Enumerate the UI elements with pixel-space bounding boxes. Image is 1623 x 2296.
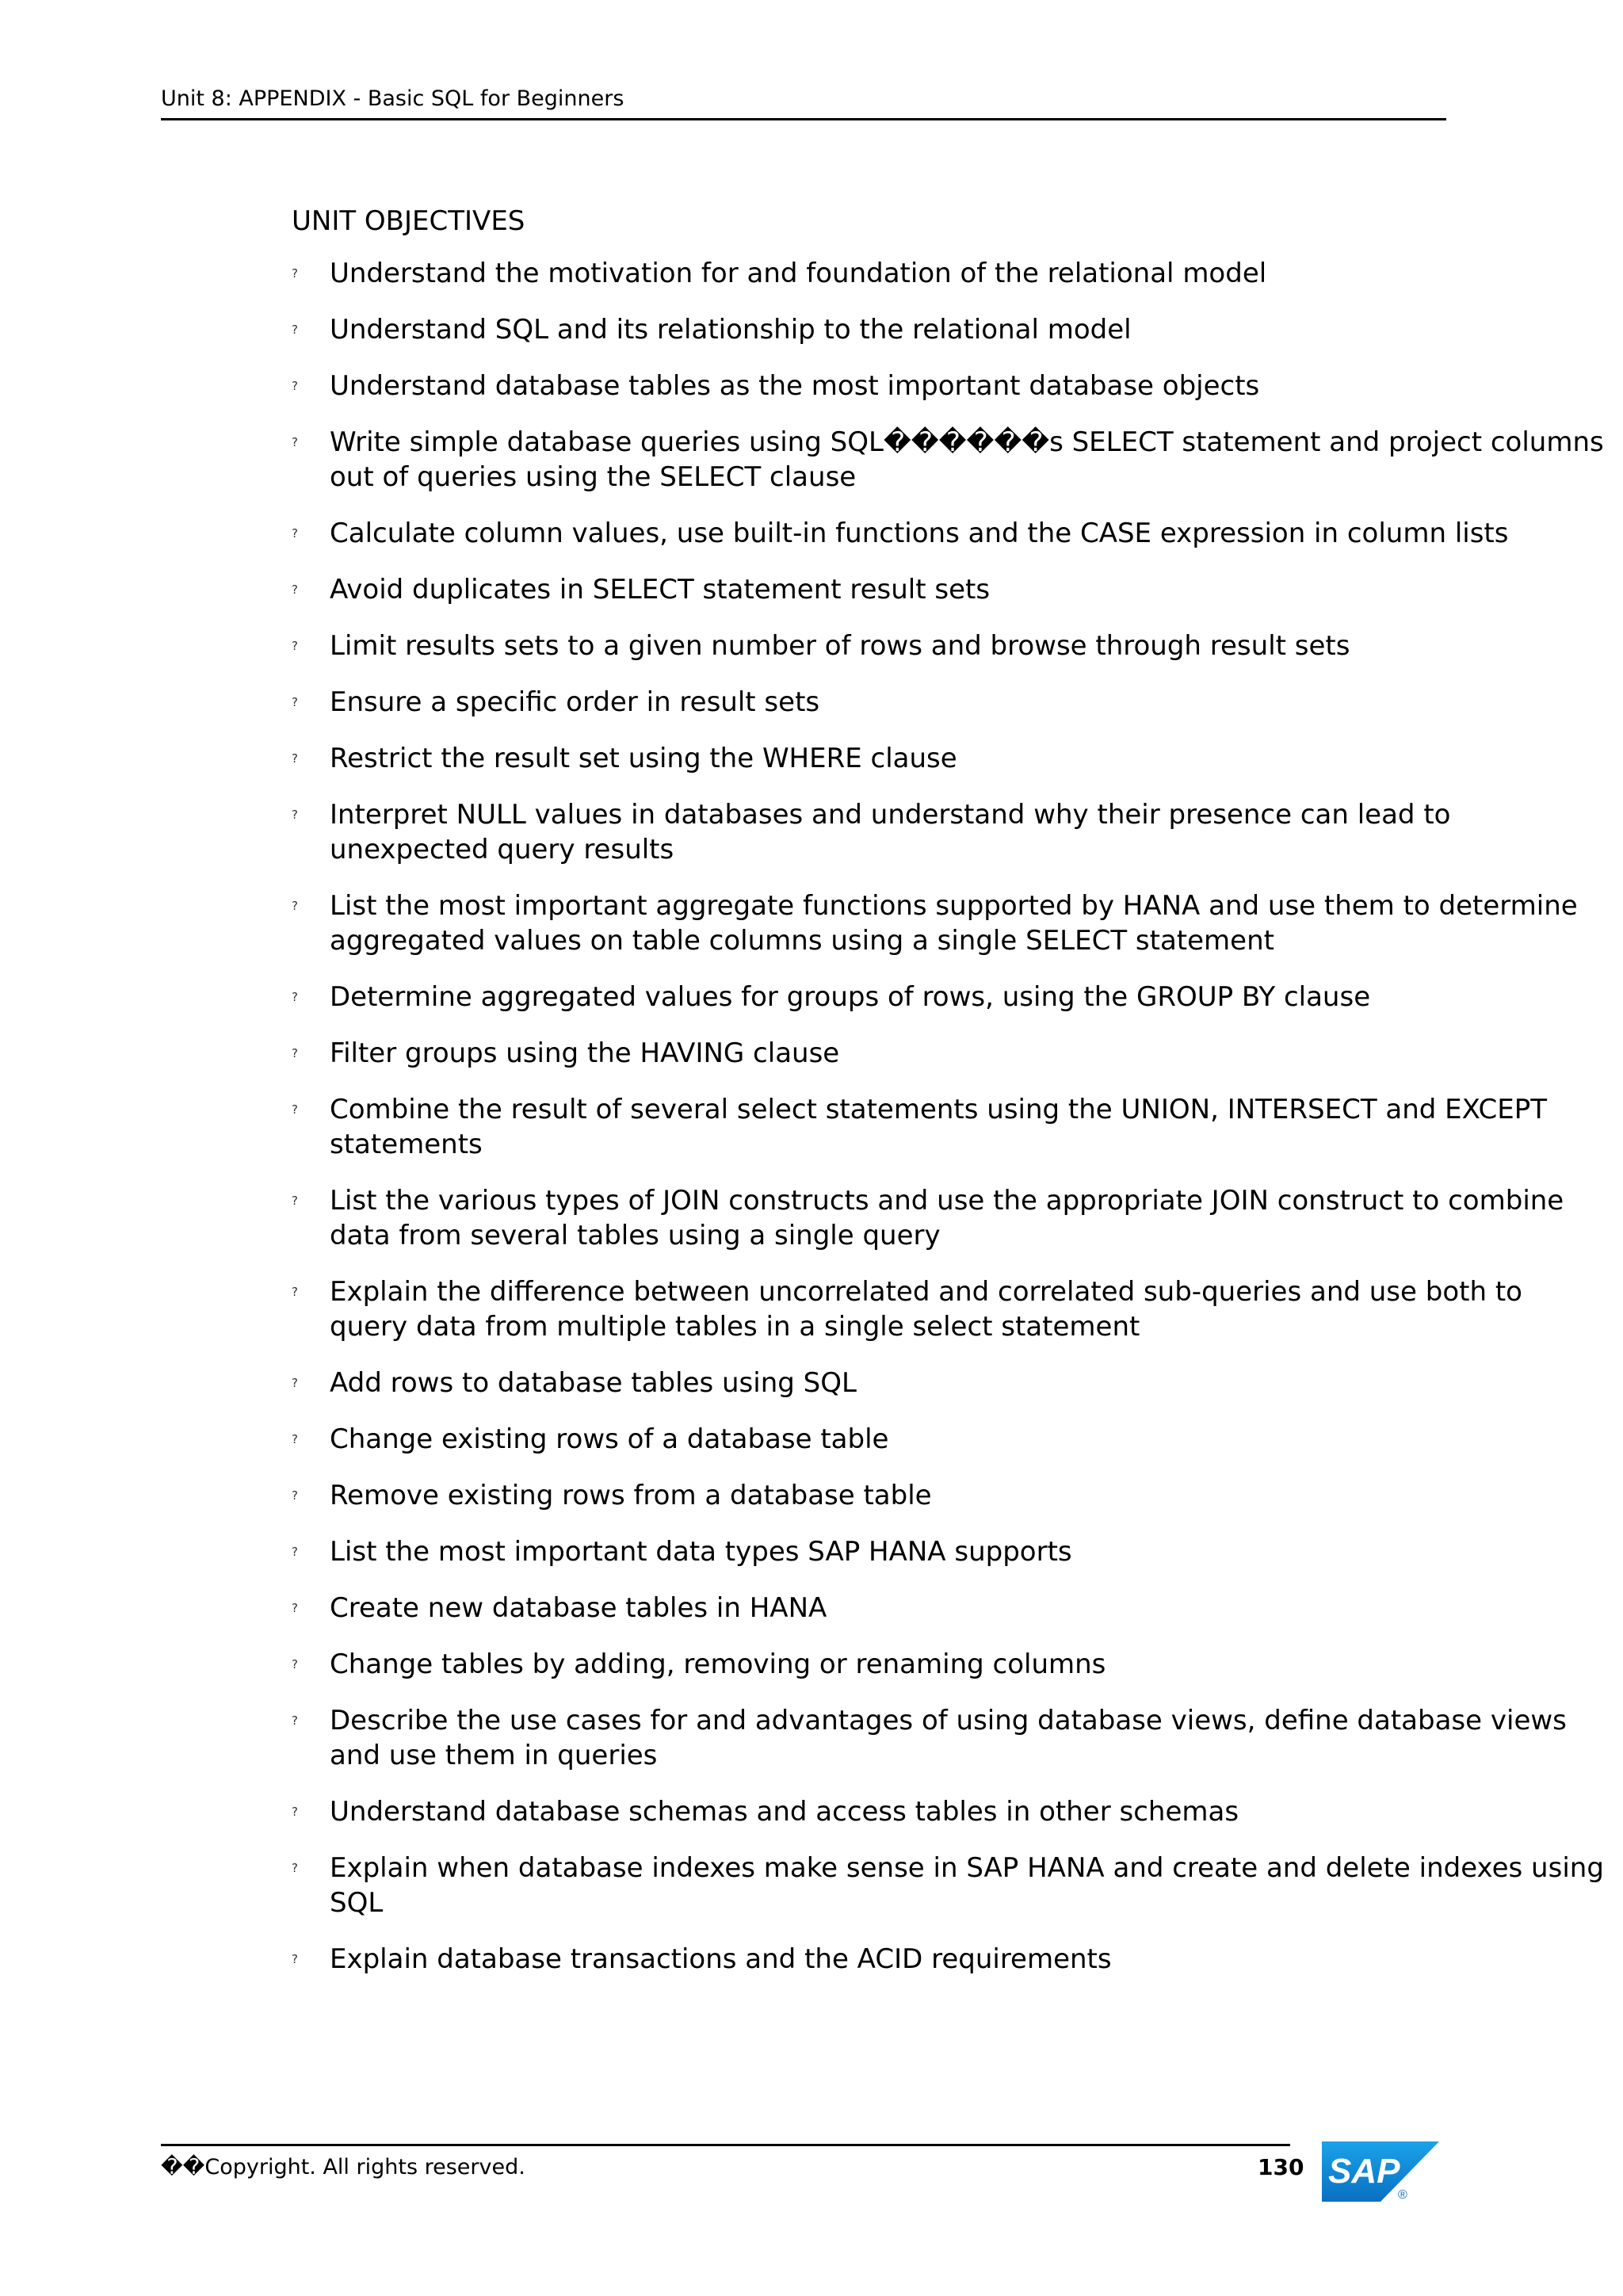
objective-text: List the various types of JOIN constructs and use the appropriate JOIN construct to combine data from several tables using a single query: [330, 1185, 1564, 1251]
objective-text: Explain the difference between uncorrelated and correlated sub-queries and use both to query data from multiple tables in a single select statement: [330, 1276, 1522, 1343]
objective-text: Filter groups using the HAVING clause: [330, 1037, 840, 1069]
bullet-icon: ?: [292, 990, 298, 1004]
bullet-icon: ?: [292, 1194, 298, 1208]
bullet-icon: ?: [292, 808, 298, 822]
objective-item: [292, 425, 1607, 495]
bullet-icon: ?: [292, 1861, 298, 1875]
objective-item: [292, 1591, 1607, 1626]
objective-item: [292, 1092, 1607, 1162]
bullet-icon: ?: [292, 1657, 298, 1671]
objective-item: [292, 1036, 1607, 1071]
bullet-icon: ?: [292, 1601, 298, 1615]
bullet-icon: ?: [292, 695, 298, 709]
bullet-icon: ?: [292, 899, 298, 913]
bullet-icon: ?: [292, 526, 298, 541]
objective-item: [292, 369, 1607, 403]
objective-text: Avoid duplicates in SELECT statement result sets: [330, 574, 991, 606]
objective-text: Explain database transactions and the ACID requirements: [330, 1943, 1112, 1975]
objective-text: Change existing rows of a database table: [330, 1423, 889, 1455]
objective-text: Add rows to database tables using SQL: [330, 1367, 857, 1399]
bullet-icon: ?: [292, 1102, 298, 1117]
objective-text: Describe the use cases for and advantages of using database views, define database views and use them in queries: [330, 1705, 1567, 1771]
objective-item: [292, 1534, 1607, 1569]
objective-item: [292, 516, 1607, 551]
objective-text: List the most important data types SAP HANA supports: [330, 1536, 1072, 1568]
objective-text: Combine the result of several select statements using the UNION, INTERSECT and EXCEPT statements: [330, 1094, 1547, 1160]
objective-item: [292, 1422, 1607, 1457]
objective-item: [292, 1183, 1607, 1253]
bullet-icon: ?: [292, 1046, 298, 1060]
svg-text:®: ®: [1398, 2188, 1407, 2202]
objective-text: List the most important aggregate functions supported by HANA and use them to determine aggregated values on table columns using a single SELECT statement: [330, 890, 1578, 957]
objective-text: Limit results sets to a given number of rows and browse through result sets: [330, 630, 1350, 662]
objective-item: [292, 1851, 1607, 1920]
unit-objectives-section: [292, 204, 1607, 1998]
objective-text: Interpret NULL values in databases and understand why their presence can lead to unexpected query results: [330, 799, 1451, 865]
bullet-icon: ?: [292, 639, 298, 653]
bullet-icon: ?: [292, 1432, 298, 1446]
objective-text: Calculate column values, use built-in functions and the CASE expression in column lists: [330, 518, 1509, 549]
objectives-list: [292, 256, 1607, 1977]
sap-logo: [1322, 2141, 1439, 2202]
copyright-notice: ��Copyright. All rights reserved.: [161, 2155, 525, 2179]
objective-item: [292, 685, 1607, 720]
objective-text: Restrict the result set using the WHERE clause: [330, 743, 957, 774]
bullet-icon: ?: [292, 323, 298, 337]
objective-text: Understand SQL and its relationship to the relational model: [330, 314, 1132, 346]
objective-item: [292, 572, 1607, 607]
objective-text: Understand database schemas and access tables in other schemas: [330, 1796, 1239, 1828]
objective-item: [292, 1478, 1607, 1513]
bullet-icon: ?: [292, 1488, 298, 1503]
objective-text: Understand the motivation for and foundation of the relational model: [330, 258, 1267, 289]
bullet-icon: ?: [292, 1952, 298, 1966]
objective-item: [292, 628, 1607, 663]
objective-item: [292, 1942, 1607, 1977]
running-header: Unit 8: APPENDIX - Basic SQL for Beginners: [161, 86, 624, 111]
objective-text: Ensure a specific order in result sets: [330, 686, 820, 718]
bullet-icon: ?: [292, 1285, 298, 1299]
bullet-icon: ?: [292, 435, 298, 449]
bullet-icon: ?: [292, 583, 298, 597]
page-number: 130: [1258, 2154, 1304, 2180]
objective-text: Explain when database indexes make sense in SAP HANA and create and delete indexes using SQL: [330, 1852, 1604, 1919]
objective-text: Understand database tables as the most important database objects: [330, 370, 1260, 402]
objective-item: [292, 256, 1607, 291]
svg-text:SAP: SAP: [1328, 2152, 1400, 2191]
header-divider: [161, 118, 1446, 120]
objective-item: [292, 1703, 1607, 1773]
bullet-icon: ?: [292, 266, 298, 281]
section-title: UNIT OBJECTIVES: [292, 205, 525, 237]
objective-item: [292, 741, 1607, 776]
bullet-icon: ?: [292, 751, 298, 766]
objective-text: Determine aggregated values for groups of rows, using the GROUP BY clause: [330, 981, 1371, 1013]
objective-item: [292, 312, 1607, 347]
objective-item: [292, 980, 1607, 1014]
objective-item: [292, 1366, 1607, 1400]
bullet-icon: ?: [292, 1376, 298, 1390]
objective-item: [292, 1647, 1607, 1682]
bullet-icon: ?: [292, 1713, 298, 1728]
bullet-icon: ?: [292, 1805, 298, 1819]
objective-item: [292, 1794, 1607, 1829]
objective-text: Create new database tables in HANA: [330, 1592, 827, 1624]
objective-text: Remove existing rows from a database table: [330, 1480, 932, 1511]
objective-item: [292, 1274, 1607, 1344]
objective-item: [292, 888, 1607, 958]
objective-text: Change tables by adding, removing or renaming columns: [330, 1648, 1106, 1680]
objective-item: [292, 797, 1607, 867]
bullet-icon: ?: [292, 1545, 298, 1559]
objective-text: Write simple database queries using SQL������s SELECT statement and project columns out of queries using the SELECT clause: [330, 426, 1604, 493]
footer-divider: [161, 2144, 1290, 2146]
bullet-icon: ?: [292, 379, 298, 393]
